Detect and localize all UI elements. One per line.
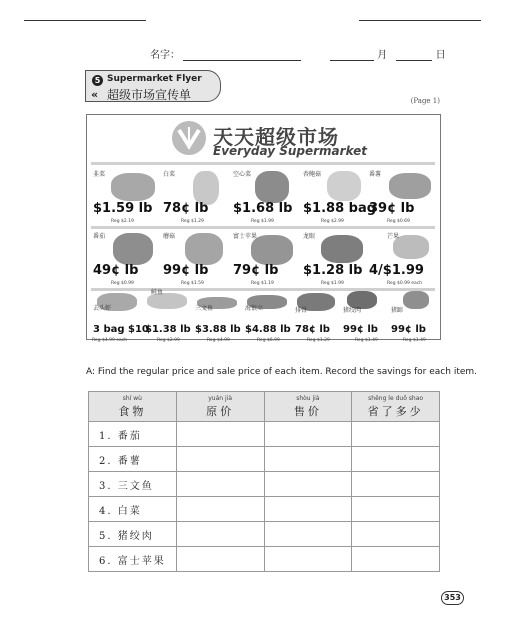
lesson-title-en: Supermarket Flyer xyxy=(107,74,202,84)
item-name: 番薯 xyxy=(369,171,382,178)
item-name: 猪蹄 xyxy=(391,307,404,314)
item-name: 芒果 xyxy=(387,233,400,240)
header-sale-price xyxy=(264,392,352,422)
name-field[interactable] xyxy=(183,49,301,61)
item-regular-price: Reg $1.29 xyxy=(307,338,330,343)
top-rule-right xyxy=(359,20,481,21)
item-name: 杏鲍菇 xyxy=(303,171,322,178)
table-header-row xyxy=(89,392,440,422)
item-price: 39¢ lb xyxy=(369,201,415,216)
table-row xyxy=(89,522,440,547)
item-regular-price: Reg $4.99 xyxy=(207,338,230,343)
item-image xyxy=(321,235,363,263)
flyer-row-meat xyxy=(91,285,435,343)
item-price: $4.88 lb xyxy=(245,324,291,335)
savings-cell[interactable] xyxy=(352,497,440,522)
item-regular-price: Reg $0.99 each xyxy=(387,281,423,286)
savings-cell[interactable] xyxy=(352,447,440,472)
row-label: 6. 富士苹果 xyxy=(89,547,177,572)
sale-price-cell[interactable] xyxy=(264,447,352,472)
regular-price-cell[interactable] xyxy=(176,472,264,497)
item-image xyxy=(389,173,431,199)
flyer-row-produce xyxy=(91,167,435,225)
item-price: 3 bag $10 xyxy=(93,324,149,335)
header-food xyxy=(89,392,177,422)
item-name: 海银立 xyxy=(245,305,264,312)
item-name: 富士苹果 xyxy=(233,233,258,240)
table-row xyxy=(89,497,440,522)
item-price: 78¢ lb xyxy=(295,324,330,335)
store-name-cn: 天天超级市场 xyxy=(213,125,339,149)
flyer-item xyxy=(91,167,159,225)
item-regular-price: Reg $0.69 xyxy=(387,219,410,224)
flyer-item xyxy=(91,229,159,287)
header-pinyin: yuán jià xyxy=(208,394,233,402)
lesson-title-cn: 超级市场宣传单 xyxy=(107,88,192,102)
item-price: $1.38 lb xyxy=(145,324,191,335)
item-price: 78¢ lb xyxy=(163,201,209,216)
flyer-item xyxy=(243,285,291,343)
table-row xyxy=(89,447,440,472)
sale-price-cell[interactable] xyxy=(264,472,352,497)
flyer-item xyxy=(231,229,299,287)
savings-cell[interactable] xyxy=(352,472,440,497)
item-image xyxy=(251,235,293,265)
item-image xyxy=(113,233,153,265)
item-image xyxy=(255,171,289,203)
item-regular-price: Reg $2.19 xyxy=(111,219,134,224)
item-image xyxy=(403,291,429,309)
table-row xyxy=(89,547,440,572)
item-name: 鲑鱼 xyxy=(151,289,164,296)
item-name: 三文鱼 xyxy=(195,305,214,312)
table-row xyxy=(89,472,440,497)
item-image xyxy=(111,173,155,201)
item-regular-price: Reg $0.99 xyxy=(111,281,134,286)
flyer-item xyxy=(293,285,339,343)
item-price: $1.88 bag xyxy=(303,201,377,216)
item-price: $1.28 lb xyxy=(303,263,363,278)
instruction-text: A: Find the regular price and sale price of each item. Record the savings for each item. xyxy=(86,367,478,377)
table-row xyxy=(89,422,440,447)
divider xyxy=(91,162,435,165)
supermarket-flyer xyxy=(86,114,441,343)
item-name: 猪绞肉 xyxy=(343,307,362,314)
regular-price-cell[interactable] xyxy=(176,447,264,472)
item-regular-price: Reg $2.99 xyxy=(321,219,344,224)
row-label: 1. 番茄 xyxy=(89,422,177,447)
flyer-item xyxy=(367,167,435,225)
arrow-icon: « xyxy=(91,88,99,101)
item-regular-price: Reg $1.29 xyxy=(181,219,204,224)
flyer-row-fruit xyxy=(91,229,435,287)
item-regular-price: Reg $2.99 xyxy=(157,338,180,343)
page-number: 353 xyxy=(441,591,464,605)
item-price: 79¢ lb xyxy=(233,263,279,278)
item-image xyxy=(193,171,219,205)
store-logo-icon xyxy=(172,121,206,155)
item-name: 蘑菇 xyxy=(163,233,176,240)
item-regular-price: Reg $1.49 xyxy=(355,338,378,343)
item-price: 99¢ lb xyxy=(391,324,426,335)
flyer-header xyxy=(87,115,439,163)
item-price: $3.88 lb xyxy=(195,324,241,335)
row-label: 2. 番薯 xyxy=(89,447,177,472)
lesson-number: 5 xyxy=(92,75,103,86)
date-line xyxy=(330,46,446,61)
header-hanzi: 省了多少 xyxy=(367,404,424,418)
item-price: $1.68 lb xyxy=(233,201,293,216)
item-image xyxy=(185,233,223,265)
item-regular-price: Reg $1.19 xyxy=(251,281,274,286)
item-regular-price: Reg $1.99 xyxy=(251,219,274,224)
item-price: $1.59 lb xyxy=(93,201,153,216)
item-price: 99¢ lb xyxy=(163,263,209,278)
item-price: 4/$1.99 xyxy=(369,263,424,278)
sale-price-cell[interactable] xyxy=(264,522,352,547)
flyer-item xyxy=(161,229,229,287)
sale-price-cell[interactable] xyxy=(264,547,352,572)
item-regular-price: Reg $1.99 xyxy=(321,281,344,286)
flyer-item xyxy=(161,167,229,225)
top-rule-left xyxy=(24,20,146,21)
flyer-item xyxy=(341,285,387,343)
item-price: 49¢ lb xyxy=(93,263,139,278)
store-name-en: Everyday Supermarket xyxy=(213,144,367,158)
item-name: 空心菜 xyxy=(233,171,252,178)
name-date-line xyxy=(150,46,301,61)
page-reference: (Page 1) xyxy=(410,97,440,105)
header-hanzi: 售价 xyxy=(293,404,322,418)
header-hanzi: 原价 xyxy=(206,404,235,418)
regular-price-cell[interactable] xyxy=(176,422,264,447)
header-pinyin: shěng le duō shao xyxy=(368,394,424,402)
savings-cell[interactable] xyxy=(352,422,440,447)
flyer-item xyxy=(301,229,369,287)
flyer-item xyxy=(389,285,435,343)
item-name: 番茄 xyxy=(93,233,106,240)
header-regular-price xyxy=(176,392,264,422)
flyer-item xyxy=(231,167,299,225)
regular-price-cell[interactable] xyxy=(176,547,264,572)
savings-cell[interactable] xyxy=(352,547,440,572)
sale-price-cell[interactable] xyxy=(264,497,352,522)
item-regular-price: Reg $6.99 xyxy=(257,338,280,343)
item-name: 排骨 xyxy=(295,307,308,314)
header-pinyin: shí wù xyxy=(122,394,142,402)
day-label: 日 xyxy=(435,50,446,61)
header-pinyin: shòu jià xyxy=(296,394,320,402)
row-label: 5. 猪绞肉 xyxy=(89,522,177,547)
item-name: 韭菜 xyxy=(93,171,106,178)
regular-price-cell[interactable] xyxy=(176,522,264,547)
header-hanzi: 食物 xyxy=(118,404,147,418)
flyer-item xyxy=(367,229,435,287)
item-name: 白菜 xyxy=(163,171,176,178)
item-regular-price: Reg $1.49 xyxy=(403,338,426,343)
savings-cell[interactable] xyxy=(352,522,440,547)
flyer-item xyxy=(91,285,149,343)
month-label: 月 xyxy=(377,50,388,61)
flyer-item xyxy=(143,285,191,343)
item-image xyxy=(327,171,361,201)
regular-price-cell[interactable] xyxy=(176,497,264,522)
savings-table xyxy=(88,391,440,572)
flyer-item xyxy=(193,285,241,343)
item-price: 99¢ lb xyxy=(343,324,378,335)
sale-price-cell[interactable] xyxy=(264,422,352,447)
name-label: 名字： xyxy=(150,50,180,61)
day-field[interactable] xyxy=(396,49,432,61)
item-name: 龙眼 xyxy=(303,233,316,240)
item-regular-price: Reg $1.59 xyxy=(181,281,204,286)
item-name: 去头虾 xyxy=(93,305,112,312)
header-savings xyxy=(352,392,440,422)
row-label: 3. 三文鱼 xyxy=(89,472,177,497)
lesson-banner xyxy=(85,70,221,102)
row-label: 4. 白菜 xyxy=(89,497,177,522)
item-regular-price: Reg $4.99 each xyxy=(92,338,128,343)
month-field[interactable] xyxy=(330,49,374,61)
